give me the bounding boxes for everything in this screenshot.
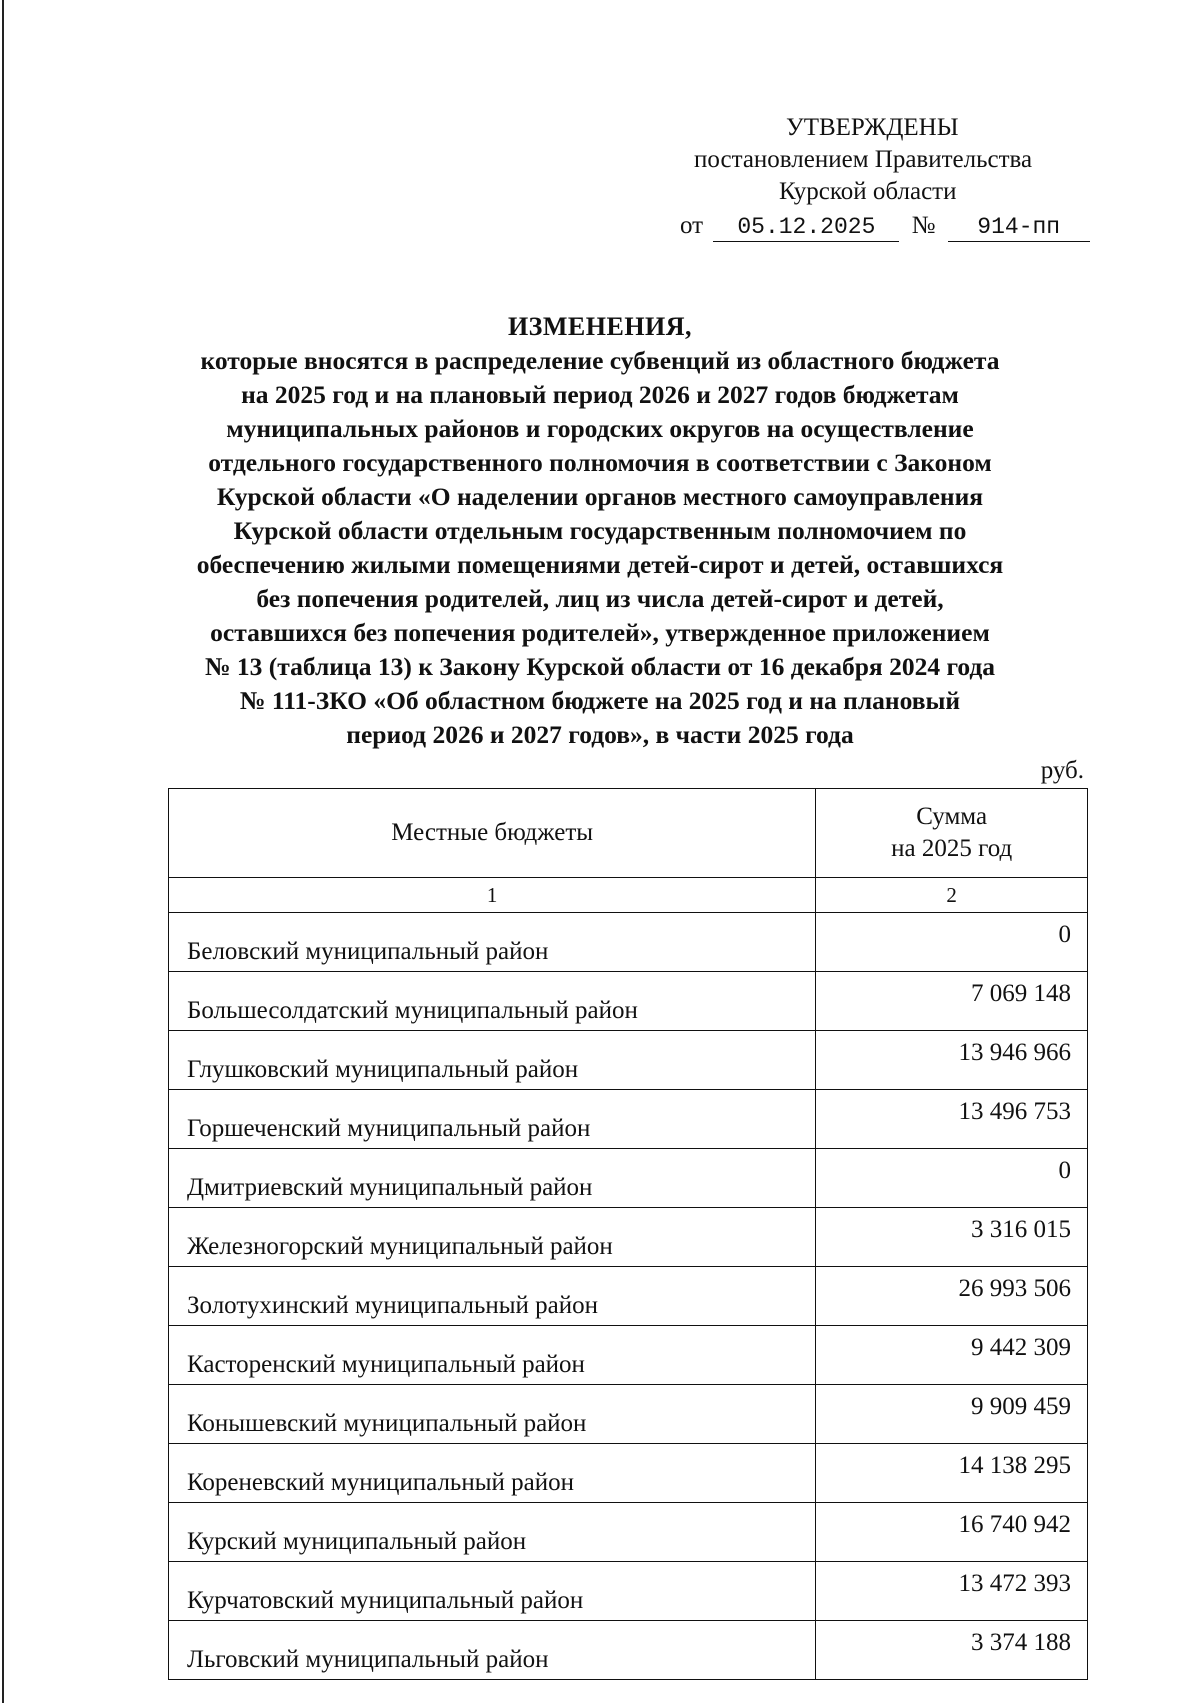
district-amount: 26 993 506 [816,1267,1088,1326]
district-name: Курский муниципальный район [169,1503,816,1562]
district-name: Глушковский муниципальный район [169,1031,816,1090]
column-number-1: 1 [169,878,816,913]
approval-number-label: № [911,212,936,239]
title-line: на 2025 год и на плановый период 2026 и 2027 годов бюджетам [241,380,959,409]
table-header-row [169,789,1088,878]
title-line: муниципальных районов и городских округов на осуществление [226,414,974,443]
title-heading: ИЗМЕНЕНИЯ, [507,312,693,341]
table-row [169,1208,1088,1267]
district-name: Золотухинский муниципальный район [169,1267,816,1326]
budget-table [168,788,1088,1680]
header-amount [816,789,1088,878]
district-amount: 13 496 753 [816,1090,1088,1149]
district-name: Касторенский муниципальный район [169,1326,816,1385]
table-row [169,1562,1088,1621]
currency-unit: руб. [1040,757,1084,784]
table-row [169,1621,1088,1680]
approval-date: 05.12.2025 [713,213,899,242]
district-amount: 13 472 393 [816,1562,1088,1621]
district-amount: 13 946 966 [816,1031,1088,1090]
district-amount: 3 374 188 [816,1621,1088,1680]
approval-date-number-line [680,210,1100,242]
district-amount: 14 138 295 [816,1444,1088,1503]
approval-title: УТВЕРЖДЕНЫ [786,114,959,141]
district-name: Большесолдатский муниципальный район [169,972,816,1031]
title-line: без попечения родителей, лиц из числа детей-сирот и детей, [256,584,944,613]
title-line: Курской области отдельным государственным полномочием по [233,516,967,545]
district-amount: 7 069 148 [816,972,1088,1031]
district-name: Конышевский муниципальный район [169,1385,816,1444]
district-amount: 0 [816,1149,1088,1208]
header-amount-line1: Сумма [916,803,988,830]
approval-from-label: от [680,212,704,239]
column-number-2: 2 [816,878,1088,913]
table-row [169,1503,1088,1562]
title-line: период 2026 и 2027 годов», в части 2025 года [346,720,854,749]
district-amount: 3 316 015 [816,1208,1088,1267]
header-local-budgets: Местные бюджеты [169,789,816,878]
title-line: № 13 (таблица 13) к Закону Курской области от 16 декабря 2024 года [204,652,996,681]
table-row [169,972,1088,1031]
district-amount: 9 909 459 [816,1385,1088,1444]
table-row [169,1267,1088,1326]
district-amount: 16 740 942 [816,1503,1088,1562]
header-amount-line2: на 2025 год [891,835,1013,862]
title-line: обеспечению жилыми помещениями детей-сирот и детей, оставшихся [196,550,1004,579]
title-line: отдельного государственного полномочия в соответствии с Законом [208,448,992,477]
district-name: Горшеченский муниципальный район [169,1090,816,1149]
approval-stamp [680,112,1100,242]
district-amount: 0 [816,913,1088,972]
title-line: которые вносятся в распределение субвенций из областного бюджета [200,346,1000,375]
table-row [169,1385,1088,1444]
scan-edge-line [2,0,4,1703]
table-row [169,913,1088,972]
title-line: Курской области «О наделении органов местного самоуправления [216,482,984,511]
district-name: Железногорский муниципальный район [169,1208,816,1267]
district-name: Курчатовский муниципальный район [169,1562,816,1621]
table-row [169,1090,1088,1149]
approval-authority: постановлением Правительства [694,146,1033,173]
column-number-row [169,878,1088,913]
table-row [169,1326,1088,1385]
approval-region: Курской области [779,178,957,205]
district-amount: 9 442 309 [816,1326,1088,1385]
table-row [169,1444,1088,1503]
district-name: Кореневский муниципальный район [169,1444,816,1503]
title-line: № 111-ЗКО «Об областном бюджете на 2025 год и на плановый [239,686,961,715]
table-row [169,1031,1088,1090]
district-name: Льговский муниципальный район [169,1621,816,1680]
district-name: Беловский муниципальный район [169,913,816,972]
district-name: Дмитриевский муниципальный район [169,1149,816,1208]
title-line: оставшихся без попечения родителей», утвержденное приложением [210,618,990,647]
table-row [169,1149,1088,1208]
document-title [150,310,1050,752]
approval-number: 914-пп [948,213,1090,242]
